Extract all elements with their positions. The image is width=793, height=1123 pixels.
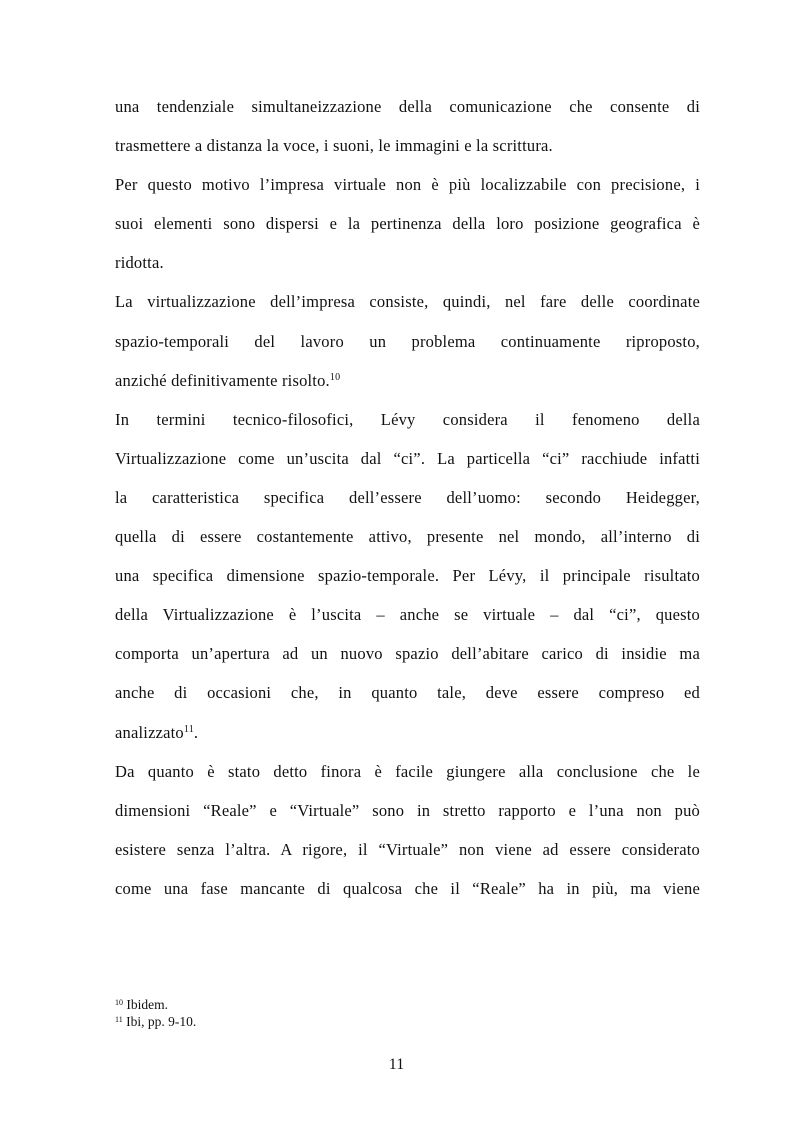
text-line: In termini tecnico-filosofici, Lévy considera il fenomeno della (115, 409, 700, 429)
text-line (115, 366, 700, 405)
footnote-text: Ibi, pp. 9-10. (126, 1014, 197, 1029)
text-line: comporta un’apertura ad un nuovo spazio dell’abitare carico di insidie ma (115, 644, 700, 664)
text-line: come una fase mancante di qualcosa che il “Reale” ha in più, ma viene (115, 878, 700, 898)
footnote-text: Ibidem. (126, 997, 168, 1012)
text-line: Per questo motivo l’impresa virtuale non è più localizzabile con precisione, i (115, 175, 700, 195)
text-line: spazio-temporali del lavoro un problema continuamente riproposto, (115, 331, 700, 351)
text-line: suoi elementi sono dispersi e la pertinenza della loro posizione geografica è (115, 214, 700, 234)
footnote-ref: 10 (329, 371, 341, 383)
text-line: analizzato$^{11}$. (115, 722, 199, 742)
text-line-content: anziché definitivamente risolto. (115, 370, 330, 390)
text-line-content: analizzato (115, 722, 184, 742)
text-line: Da quanto è stato detto finora è facile giungere alla conclusione che le (115, 761, 700, 781)
text-line: Virtualizzazione come un’uscita dal “ci”. La particella “ci” racchiude infatti (115, 448, 700, 468)
footnote (115, 1013, 700, 1030)
text-line: una specifica dimensione spazio-temporale. Per Lévy, il principale risultato (115, 566, 700, 586)
text-line: esistere senza l’altra. A rigore, il “Virtuale” non viene ad essere considerato (115, 839, 700, 859)
footnote-number: 11 (115, 1015, 123, 1024)
body-text (115, 92, 700, 913)
text-line: quella di essere costantemente attivo, presente nel mondo, all’interno di (115, 527, 700, 547)
text-line: anche di occasioni che, in quanto tale, deve essere compreso ed (115, 683, 700, 703)
footnote-ref: 11 (183, 723, 194, 735)
text-line: della Virtualizzazione è l’uscita – anche se virtuale – dal “ci”, questo (115, 605, 700, 625)
text-line: la caratteristica specifica dell’essere dell’uomo: secondo Heidegger, (115, 487, 700, 507)
page-number: 11 (388, 1056, 405, 1073)
text-line: ridotta. (115, 253, 164, 273)
text-line: dimensioni “Reale” e “Virtuale” sono in stretto rapporto e l’una non può (115, 800, 700, 820)
footnotes (115, 996, 700, 1030)
text-line: trasmettere a distanza la voce, i suoni, le immagini e la scrittura. (115, 136, 553, 156)
footnote-divider (115, 988, 295, 989)
footnote (115, 996, 700, 1013)
text-line: una tendenziale simultaneizzazione della comunicazione che consente di (115, 97, 700, 116)
footnote-number: 10 (115, 998, 123, 1007)
text-line: La virtualizzazione dell’impresa consiste, quindi, nel fare delle coordinate (115, 292, 700, 312)
